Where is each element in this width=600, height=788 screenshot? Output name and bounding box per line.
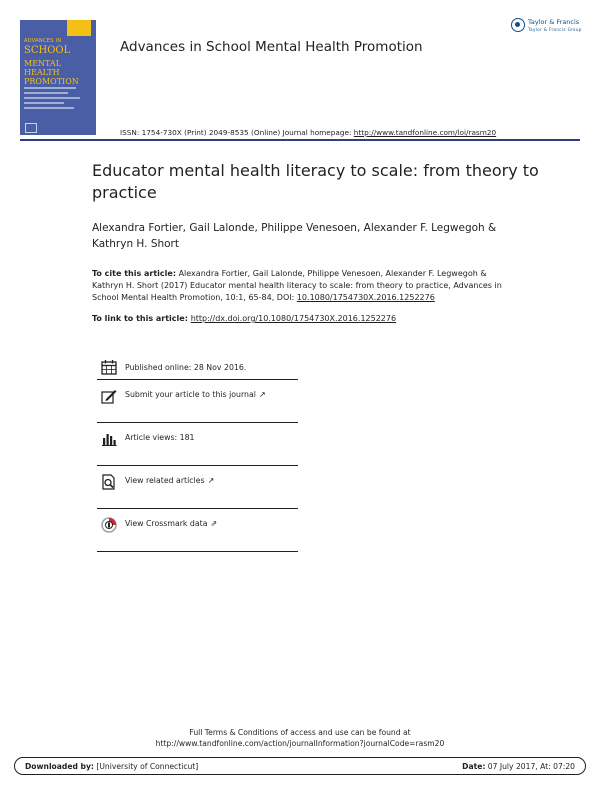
journal-title: Advances in School Mental Health Promotion <box>120 39 423 55</box>
cover-line2: SCHOOL <box>24 45 71 56</box>
downloaded-value: [University of Connecticut] <box>93 762 199 771</box>
article-title: Educator mental health literacy to scale: from theory to practice <box>92 161 539 202</box>
date-value: 07 July 2017, At: 07:20 <box>485 762 575 771</box>
downloaded-by <box>25 762 198 771</box>
info-item-crossmark[interactable] <box>97 509 298 552</box>
publisher-brand: Taylor & Francis <box>528 18 580 26</box>
publisher-logo <box>511 17 583 37</box>
crossmark-icon <box>101 517 117 533</box>
info-item-related[interactable] <box>97 466 298 509</box>
publisher-logo-icon <box>511 18 525 32</box>
issn-text: ISSN: 1754-730X (Print) 2049-8535 (Online) Journal homepage: <box>120 128 354 137</box>
info-item-published <box>97 355 298 380</box>
citation-label: To cite this article: <box>92 269 177 278</box>
calendar-icon <box>101 359 117 375</box>
info-item-views <box>97 423 298 466</box>
downloaded-label: Downloaded by: <box>25 762 94 771</box>
cover-line3: MENTAL HEALTH PROMOTION <box>24 59 79 86</box>
publisher-subbrand: Taylor & Francis Group <box>528 27 582 32</box>
journal-homepage-link[interactable]: http://www.tandfonline.com/loi/rasm20 <box>353 128 497 137</box>
article-link[interactable]: http://dx.doi.org/10.1080/1754730X.2016.1252276 <box>190 314 397 323</box>
article-link-label: To link to this article: <box>92 314 191 323</box>
crossmark-label[interactable]: View Crossmark data <box>125 519 208 528</box>
header-divider <box>20 139 580 141</box>
pencil-icon <box>101 388 117 404</box>
external-link-icon: ↗ <box>207 476 215 485</box>
related-articles-link[interactable] <box>125 476 214 485</box>
date-label: Date: <box>462 762 486 771</box>
cover-publisher-chip <box>67 20 91 36</box>
citation-text: Alexandra Fortier, Gail Lalonde, Philippe Venesoen, Alexander F. Legwegoh & Kathryn H. Short (2017) Educator mental health literacy to scale: from theory to practice, Advances in School Mental Health Promotion, 10:1, 65-84, DOI: <box>92 269 502 302</box>
article-info-list <box>97 355 298 552</box>
published-date: Published online: 28 Nov 2016. <box>125 363 247 372</box>
download-date <box>462 762 575 771</box>
related-articles-label[interactable]: View related articles <box>125 476 205 485</box>
article-views: Article views: 181 <box>125 433 195 442</box>
crossmark-link[interactable] <box>125 519 217 528</box>
issn-line <box>120 128 496 137</box>
citation-block <box>92 268 512 304</box>
submit-article-label[interactable]: Submit your article to this journal <box>125 390 256 399</box>
terms-url[interactable]: http://www.tandfonline.com/action/journalInformation?journalCode=rasm20 <box>155 739 445 748</box>
terms-notice <box>0 727 600 749</box>
cover-line1: ADVANCES IN <box>24 38 62 44</box>
external-link-icon: ⇗ <box>210 519 218 528</box>
terms-line: Full Terms & Conditions of access and use can be found at <box>189 728 411 737</box>
cover-text-lines <box>24 87 80 112</box>
journal-cover-image <box>20 20 96 135</box>
article-link-line <box>92 314 396 323</box>
submit-article-link[interactable] <box>125 390 266 399</box>
search-document-icon <box>101 474 117 490</box>
bar-chart-icon <box>101 431 117 447</box>
external-link-icon: ↗ <box>258 390 266 399</box>
download-info-bar <box>14 757 586 775</box>
article-authors: Alexandra Fortier, Gail Lalonde, Philippe Venesoen, Alexander F. Legwegoh & Kathryn H. Short <box>92 222 497 250</box>
info-item-submit[interactable] <box>97 380 298 423</box>
cover-logo <box>25 123 37 133</box>
doi-link[interactable]: 10.1080/1754730X.2016.1252276 <box>296 293 435 302</box>
